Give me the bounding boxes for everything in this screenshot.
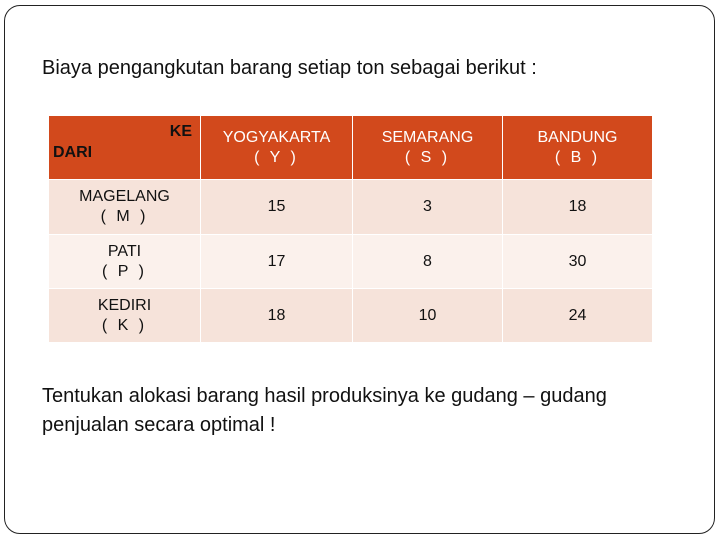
corner-to-label: KE xyxy=(169,123,192,140)
row-name: MAGELANG xyxy=(79,188,170,205)
table-row-pati xyxy=(49,235,653,289)
table-row-magelang xyxy=(49,180,653,235)
cost-cell: 24 xyxy=(503,289,653,343)
column-name: SEMARANG xyxy=(381,128,474,146)
row-name: KEDIRI xyxy=(97,296,152,314)
row-code: ( K ) xyxy=(101,316,148,334)
cost-cell: 17 xyxy=(201,235,353,289)
cost-cell: 15 xyxy=(201,180,353,235)
row-code: ( M ) xyxy=(100,208,149,225)
row-header xyxy=(49,235,201,289)
cost-table xyxy=(48,115,653,343)
column-code: ( Y ) xyxy=(254,148,299,166)
column-header-bandung xyxy=(503,116,653,180)
cost-cell: 18 xyxy=(503,180,653,235)
row-code: ( P ) xyxy=(102,262,147,280)
column-header-semarang xyxy=(353,116,503,180)
cost-cell: 18 xyxy=(201,289,353,343)
column-name: YOGYAKARTA xyxy=(222,128,331,146)
corner-from-label: DARI xyxy=(53,144,93,161)
header-row xyxy=(49,116,653,180)
column-code: ( S ) xyxy=(404,148,451,166)
column-header-yogyakarta xyxy=(201,116,353,180)
column-code: ( B ) xyxy=(554,148,601,166)
slide-title: Biaya pengangkutan barang setiap ton sebagai berikut : xyxy=(42,57,537,79)
row-name: PATI xyxy=(107,242,142,260)
cost-cell: 3 xyxy=(353,180,503,235)
table-row-kediri xyxy=(49,289,653,343)
row-header xyxy=(49,180,201,235)
row-header xyxy=(49,289,201,343)
corner-cell xyxy=(49,116,201,180)
column-name: BANDUNG xyxy=(537,128,618,146)
cost-cell: 30 xyxy=(503,235,653,289)
instruction-text: Tentukan alokasi barang hasil produksinya ke gudang – gudang penjualan secara optimal ! xyxy=(42,385,607,436)
cost-cell: 10 xyxy=(353,289,503,343)
cost-cell: 8 xyxy=(353,235,503,289)
